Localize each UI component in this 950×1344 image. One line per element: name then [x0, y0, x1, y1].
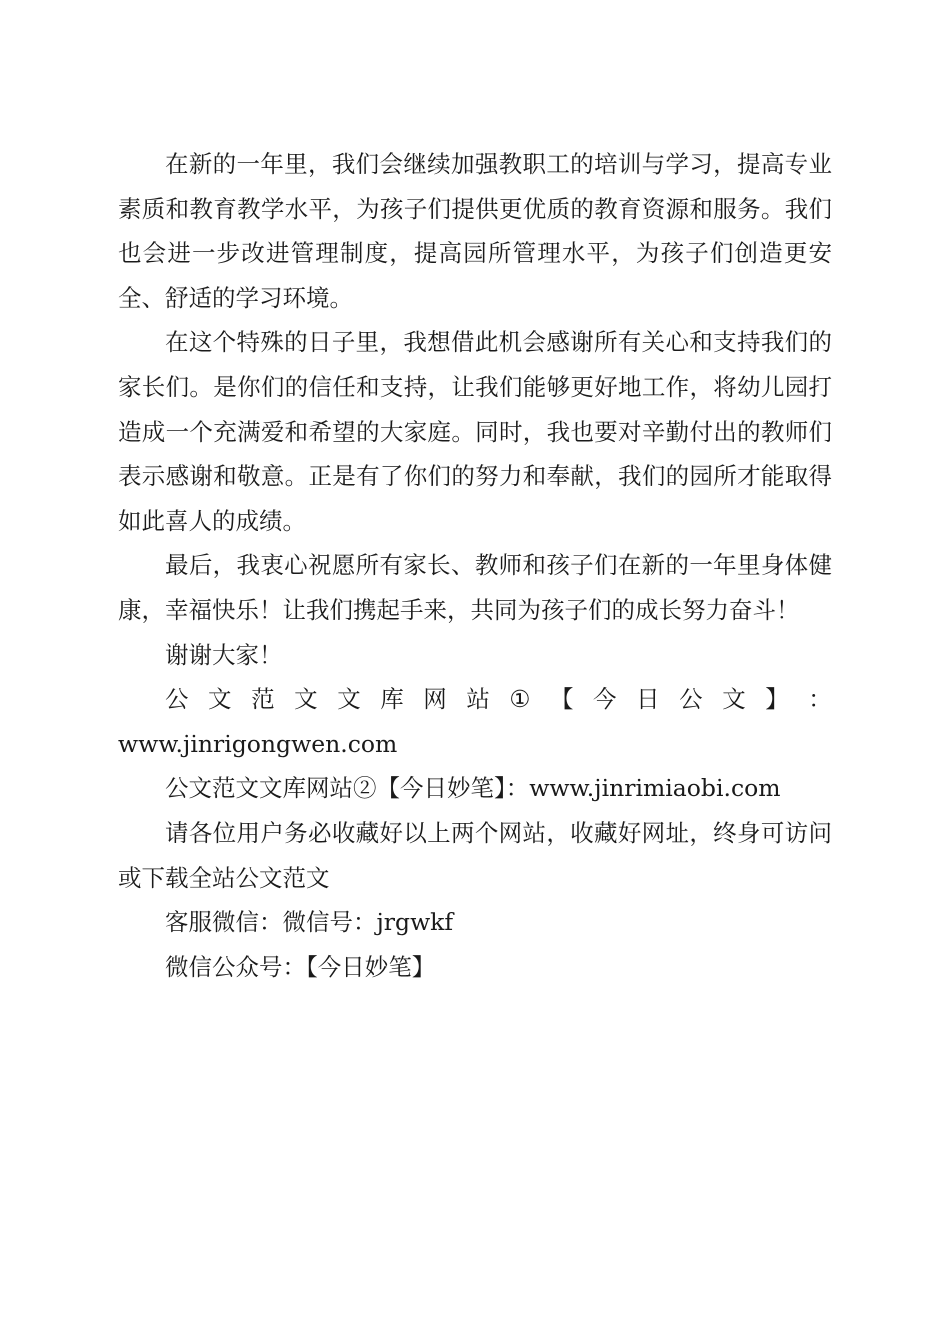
- site1-label-char: ：: [808, 685, 832, 714]
- paragraph-closing-wishes: 最后，我衷心祝愿所有家长、教师和孩子们在新的一年里身体健康，幸福快乐！让我们携起手来，共同为孩子们的成长努力奋斗！: [118, 551, 832, 624]
- wechat-public-line: 微信公众号：【今日妙笔】: [165, 952, 436, 981]
- site1-label-char: 公: [679, 685, 703, 714]
- site1-label-char: 文: [294, 685, 318, 714]
- paragraph-thank-you: 谢谢大家！: [165, 640, 283, 669]
- site1-label-char: 今: [593, 685, 617, 714]
- site1-label-char: 公: [165, 685, 189, 714]
- site1-label-char: 范: [251, 685, 275, 714]
- site1-label-char: 网: [423, 685, 447, 714]
- paragraph-new-year-plans: 在新的一年里，我们会继续加强教职工的培训与学习，提高专业素质和教育教学水平，为孩子们提供更优质的教育资源和服务。我们也会进一步改进管理制度，提高园所管理水平，为孩子们创造更安全、舒适的学习环境。: [118, 150, 832, 312]
- site1-label-char: 文: [208, 685, 232, 714]
- site1-label-char: 文: [337, 685, 361, 714]
- paragraph-thanks-parents-teachers: 在这个特殊的日子里，我想借此机会感谢所有关心和支持我们的家长们。是你们的信任和支持，让我们能够更好地工作，将幼儿园打造成一个充满爱和希望的大家庭。同时，我也要对辛勤付出的教师们表示感谢和敬意。正是有了你们的努力和奉献，我们的园所才能取得如此喜人的成绩。: [118, 328, 832, 535]
- site1-label-char: 站: [466, 685, 490, 714]
- site1-label-char: 日: [636, 685, 660, 714]
- site1-label-char: ①: [509, 685, 531, 714]
- wechat-service-line: 客服微信：微信号：jrgwkf: [165, 908, 454, 937]
- site1-url[interactable]: www.jinrigongwen.com: [118, 729, 398, 758]
- site2-line[interactable]: 公文范文文库网站②【今日妙笔】：www.jinrimiaobi.com: [165, 774, 781, 803]
- site1-label-char: 库: [380, 685, 404, 714]
- site1-label-char: 】: [765, 685, 789, 714]
- document-body: [118, 142, 832, 989]
- notice-paragraph: 请各位用户务必收藏好以上两个网站，收藏好网址，终身可访问或下载全站公文范文: [118, 818, 832, 892]
- site1-label: [118, 677, 832, 722]
- site1-label-char: 文: [722, 685, 746, 714]
- site1-label-char: 【: [550, 685, 574, 714]
